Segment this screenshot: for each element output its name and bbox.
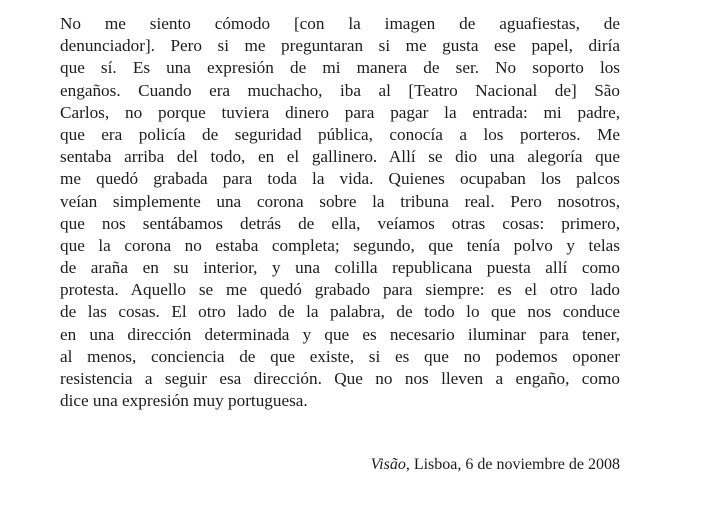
quote-line: veían simplemente una corona sobre la tribuna real. Pero nosotros,: [60, 191, 620, 211]
quote-line: Carlos, no porque tuviera dinero para pagar la entrada: mi padre,: [60, 102, 620, 122]
citation-details: , Lisboa, 6 de noviembre de 2008: [405, 456, 620, 473]
quote-line-last: dice una expresión muy portuguesa.: [60, 391, 308, 411]
citation: [371, 454, 620, 476]
quote-line: No me siento cómodo [con la imagen de aguafiestas, de: [60, 14, 620, 33]
quote-line: engaños. Cuando era muchacho, iba al [Teatro Nacional de] São: [60, 80, 620, 100]
quote-line: que sí. Es una expresión de mi manera de ser. No soporto los: [60, 58, 620, 78]
quote-line: que la corona no estaba completa; segundo, que tenía polvo y telas: [60, 235, 620, 255]
quote-line: que nos sentábamos detrás de ella, veíamos otras cosas: primero,: [60, 213, 620, 233]
quote-line: en una dirección determinada y que es necesario iluminar para tener,: [60, 324, 620, 344]
quote-line: de las cosas. El otro lado de la palabra, de todo lo que nos conduce: [60, 302, 620, 322]
quote-line: sentaba arriba del todo, en el gallinero. Allí se dio una alegoría que: [60, 147, 620, 167]
quote-paragraph: [60, 13, 620, 412]
quote-line: resistencia a seguir esa dirección. Que no nos lleven a engaño, como: [60, 369, 620, 388]
quote-line: denunciador]. Pero si me preguntaran si me gusta ese papel, diría: [60, 36, 620, 56]
quote-line: al menos, conciencia de que existe, si es que no podemos oponer: [60, 346, 620, 366]
quote-line: protesta. Aquello se me quedó grabado para siempre: es el otro lado: [60, 280, 620, 300]
quote-line: de araña en su interior, y una colilla republicana puesta allí como: [60, 258, 620, 278]
quote-line: que era policía de seguridad pública, conocía a los porteros. Me: [60, 124, 620, 144]
quote-line: me quedó grabada para toda la vida. Quienes ocupaban los palcos: [60, 169, 620, 189]
citation-source: Visão: [370, 456, 406, 473]
